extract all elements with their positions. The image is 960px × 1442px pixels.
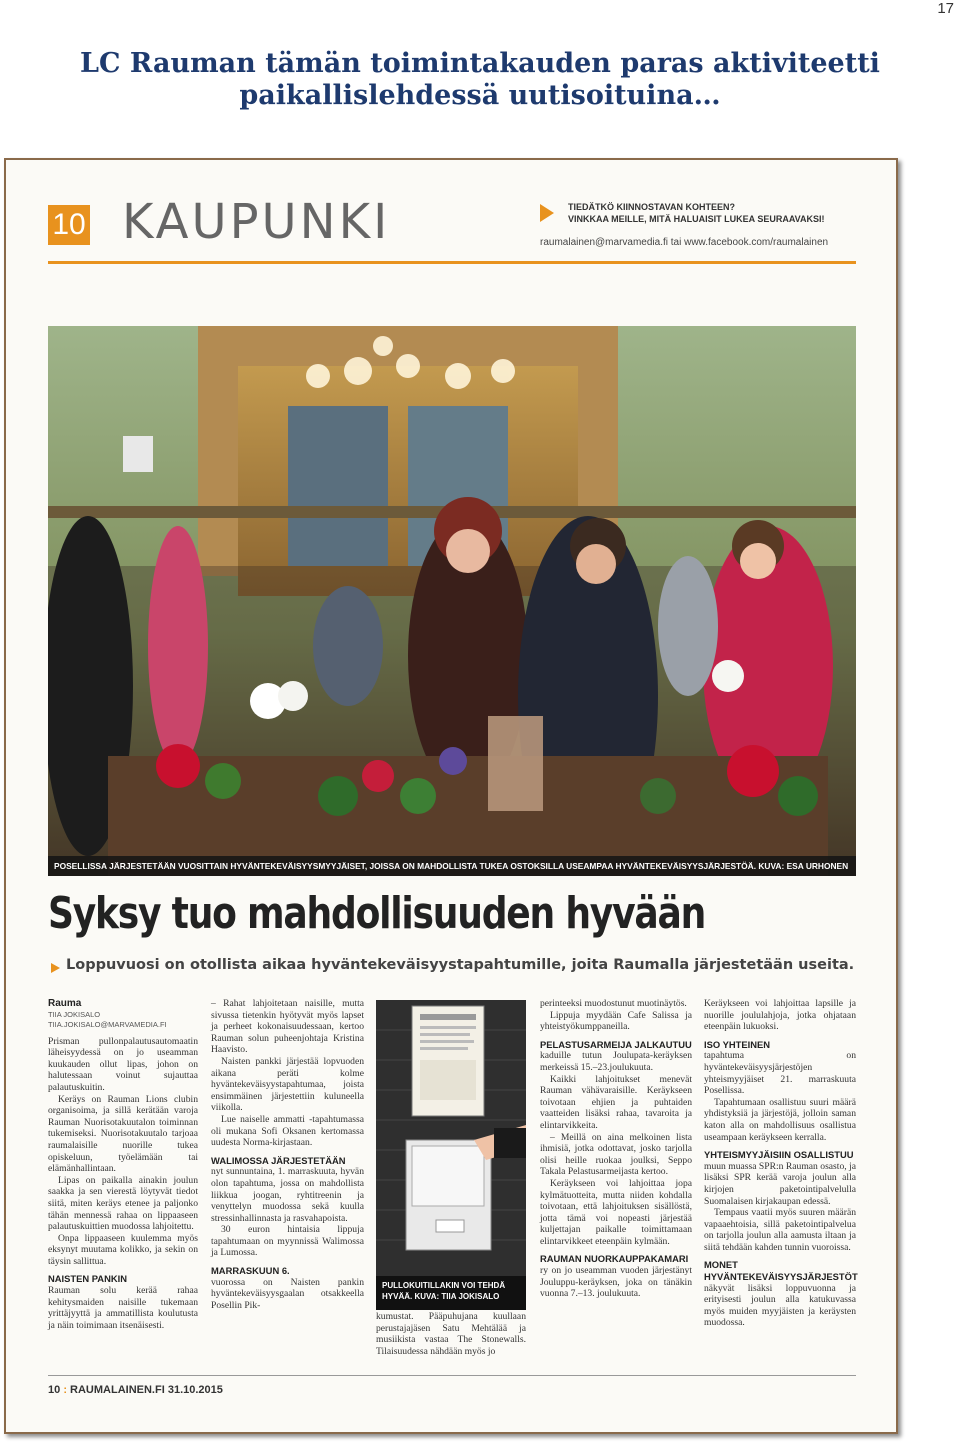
article-column-2: [211, 998, 364, 1311]
article-headline: Syksy tuo mahdollisuuden hyvään: [48, 888, 706, 939]
paragraph: Lipas on paikalla ainakin joulun saakka ja sen vierestä löytyvät tiedot siitä, miten keräys etenee ja paljonko tähän mennessä rahaa on lippaaseen palautuskuittien muodossa lahjoitettu.: [48, 1174, 198, 1233]
paragraph: Keräykseen voi lahjoittaa jopa kylmätuotteita, mutta niiden kohdalla toivotaan, että lahjoituksen sisällöstä, jotta tämä voi nopeasti järjestää kuljettajan paikalle toimittamaan elintarvikkeet eteenpäin kylmään.: [540, 1177, 692, 1247]
triangle-arrow-icon: [540, 204, 554, 222]
paragraph: Tapahtumaan osallistuu suuri määrä yhdistyksiä ja järjestöjä, jolloin saman katon alla on mahdollisuus osallistua useampaan keräykseen kerralla.: [704, 1096, 856, 1143]
subheading: ISO YHTEINEN: [704, 1038, 770, 1050]
section-title: KAUPUNKI: [122, 194, 391, 250]
subheading: MONET HYVÄNTEKEVÄISYYSJÄRJESTÖT: [704, 1259, 858, 1283]
paragraph: Tempaus vaatii myös suuren määrän vapaaehtoisia, sillä paketointipalvelua on tarjolla joulun alla aamusta iltaan ja siitä tehdään kahden tunnin vuoroissa.: [704, 1207, 856, 1253]
lipas-photo: [376, 1000, 526, 1310]
paragraph: kumustat. Pääpuhujana kuullaan perustajajäsen Satu Mehtälää ja musiikista vastaa The Stonewalls. Tilaisuudessa nähdään myös jo: [376, 1311, 526, 1357]
document-title-line-2: paikallislehdessä uutisoituina…: [239, 80, 721, 111]
reader-tip-line-1: TIEDÄTKÖ KIINNOSTAVAN KOHTEEN?: [568, 202, 735, 212]
section-number: 10: [48, 205, 90, 245]
document-title-line-1: LC Rauman tämän toimintakauden paras aktiviteetti: [80, 48, 880, 79]
contact-line: raumalainen@marvamedia.fi tai www.facebook.com/raumalainen: [540, 237, 829, 248]
reader-tip-line-2: VINKKAA MEILLE, MITÄ HALUAISIT LUKEA SEURAAVAKSI!: [568, 214, 825, 224]
separator-icon: :: [63, 1384, 71, 1396]
footer-page-number: 10: [48, 1384, 61, 1396]
article-column-5: [704, 998, 856, 1329]
main-photo: [48, 326, 856, 876]
paragraph: – Meillä on aina melkoinen lista ihmisiä, jotka odottavat, josko tarjolla olisi heille ruokaa joulksi, Seppo Takala Pelastusarmeijasta kertoo.: [540, 1131, 692, 1178]
paragraph: 30 euron hintaisia lippuja tapahtumaan on myynnissä Walimossa ja Lumossa.: [211, 1224, 364, 1259]
paragraph: Lue naiselle ammatti -tapahtumassa oli mukana Sofi Oksanen kertomassa uudesta Norma-kirjastaan.: [211, 1113, 364, 1149]
subheading: RAUMAN NUORKAUPPAKAMARI: [540, 1253, 689, 1265]
reader-tip: [568, 201, 825, 225]
newspaper-footer: [48, 1384, 223, 1396]
photo-caption: POSELLISSA JÄRJESTETÄÄN VUOSITTAIN HYVÄNTEKEVÄISYYSMYYJÄISET, JOISSA ON MAHDOLLISTA TUKEA OSTOKSILLA USEAMPAA HYVÄNTEKEVÄISYYSJÄRJESTÖÄ. KUVA: ESA URHONEN: [48, 856, 856, 876]
subheading: MARRASKUUN 6.: [211, 1265, 290, 1277]
byline-place: Rauma: [48, 998, 82, 1009]
triangle-arrow-icon: [51, 963, 60, 973]
subheading: PELASTUSARMEIJA JALKAUTUU: [540, 1038, 692, 1050]
paragraph: muun muassa SPR:n Rauman osasto, ja lisäksi SPR kerää varoja joulun alla kirjojen paketointipalvelulla Suomalaisen kirjakaupan edessä.: [704, 1160, 856, 1207]
paragraph: kaduille tutun Joulupata-keräyksen merkeissä 15.–23.joulukuuta.: [540, 1050, 692, 1073]
byline-email: TIIA.JOKISALO@MARVAMEDIA.FI: [48, 1019, 167, 1029]
lipas-photo-caption: PULLOKUITILLAKIN VOI TEHDÄ HYVÄÄ. KUVA: TIIA JOKISALO: [376, 1276, 526, 1310]
footer-date: 31.10.2015: [167, 1384, 223, 1396]
document-title: [0, 48, 960, 112]
page-number: 17: [937, 0, 954, 17]
byline-name: TIIA JOKISALO: [48, 1009, 101, 1019]
paragraph: Rauman solu kerää rahaa kehitysmaiden naisille tukemaan yrittäjyyttä ja ammatillista koulutusta ja näin toimimaan itsenäisesti.: [48, 1285, 198, 1331]
paragraph: perinteeksi muodostunut muotinäytös.: [540, 998, 687, 1009]
paragraph: Kaikki lahjoitukset menevät Rauman vähävaraisille. Keräykseen toivotaan ehjien ja puhtaiden vaatteiden lisäksi rahaa, tavaroita ja elintarvikkeita.: [540, 1073, 692, 1131]
subheading: WALIMOSSA JÄRJESTETÄÄN: [211, 1154, 346, 1166]
paragraph: tapahtuma on hyväntekeväisyysjärjestöjen yhteismyyjäiset 21. marraskuuta Posellissa.: [704, 1050, 856, 1097]
paragraph: Onpa lippaaseen kuulemma myös eksynyt muutama kolikko, ja sekin on täysin sallittua.: [48, 1232, 198, 1267]
paragraph: Prisman pullonpalautusautomaatin läheisyydessä on jo useamman kuukauden ollut lipas, johon on halutessaan voinut sujauttaa palautuskuitin.: [48, 1035, 198, 1093]
section-divider: [48, 261, 856, 264]
footer-divider: [48, 1375, 856, 1376]
newspaper-clipping: [4, 158, 898, 1434]
paragraph: – Rahat lahjoitetaan naisille, mutta sivussa tietenkin hyötyvät myös lapset ja perheet kokonaisuudessaan, kertoo Rauman solun puheenjohtaja Kristina Haavisto.: [211, 998, 364, 1056]
paragraph: Naisten pankki järjestää lopvuoden aikana peräti kolme hyväntekeväisyystapahtumaa, joista ensimmäinen järjestettiin kuluneella viikolla.: [211, 1055, 364, 1114]
article-column-3-tail: [376, 1311, 526, 1357]
footer-site: RAUMALAINEN.FI: [70, 1384, 165, 1396]
subheading: YHTEISMYYJÄISIIN OSALLISTUU: [704, 1149, 854, 1161]
article-lead: Loppuvuosi on otollista aikaa hyväntekeväisyystapahtumille, joita Raumalla järjestetään useita.: [66, 957, 855, 973]
paragraph: vuorossa on Naisten pankin hyväntekeväisyysgaalan otsakkeella Posellin Pik-: [211, 1276, 364, 1311]
paragraph: Lippuja myydään Cafe Salissa ja yhteistyökumppaneilla.: [540, 1009, 692, 1033]
article-column-1: [48, 998, 198, 1331]
paragraph: nyt sunnuntaina, 1. marraskuuta, hyvän olon tapahtuma, jossa on mahdollista liikkua joogan, ryhtitreenin ja venyttelyn muodossa sekä kuulla stressinhallinnasta ja rasvahapoista.: [211, 1166, 364, 1224]
subheading: NAISTEN PANKIN: [48, 1273, 127, 1285]
paragraph: ry on jo useamman vuoden järjestänyt Jouluppu-keräyksen, joka on tänäkin vuonna 7.–13. joulukuuta.: [540, 1265, 692, 1300]
article-column-4: [540, 998, 692, 1300]
paragraph: Keräykseen voi lahjoittaa lapsille ja nuorille joululahjoja, jotka ohjataan eteenpäin lukuoksi.: [704, 998, 856, 1033]
paragraph: näkyvät lisäksi loppuvuonna ja erityisesti joulun alla katukuvassa myös muiden myyjäisten ja keräysten muodossa.: [704, 1282, 856, 1329]
paragraph: Keräys on Rauman Lions clubin organisoima, ja sillä kerätään varoja Rauman Nuorisotakuutalon toiminnan tukemiseksi. Nuorisotakuutalo tarjoaa raumalaisille nuorille tukea opiskeluun, työelämään tai elämänhallintaan.: [48, 1093, 198, 1175]
